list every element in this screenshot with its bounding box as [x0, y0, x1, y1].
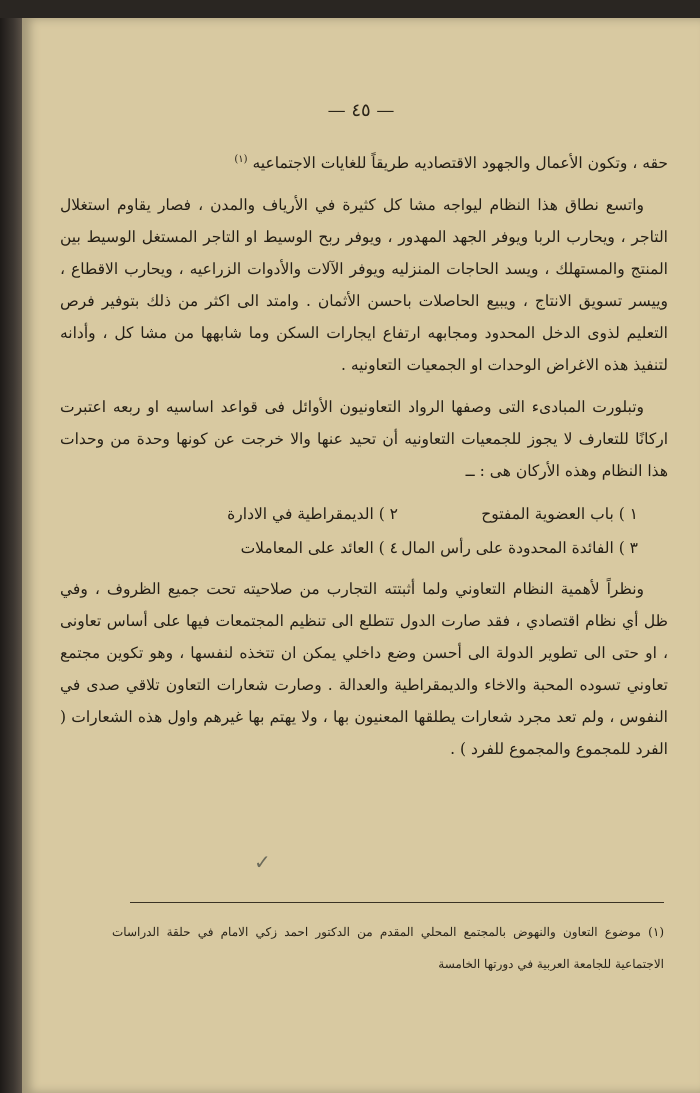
paragraph-2: واتسع نطاق هذا النظام ليواجه مشا كل كثيرة في الأرياف والمدن ، فصار يقاوم استغلال التاجر ، ويحارب الربا ويوفر الجهد المهدور ، ويوفر ربح الوسيط او التاجر المستغل الوسيط بين المنتج والمستهلك ، ويسد الحاجات المنزليه ويوفر الآلات والأدوات الزراعيه ، ويحارب الاقطاع ، وييسر تسويق الانتاج ، ويبيع الحاصلات باحسن الأثمان . وامتد الى اكثر من ذلك بتوفير فرص التعليم لذوى الدخل المحدود ومجابهه ارتفاع ايجارات السكن وما شابهها من مشا كل ، وأدانه لتنفيذ هذه الاغراض الوحدات او الجمعيات التعاونيه . — [60, 196, 668, 375]
document-page — [22, 18, 700, 1093]
cooperative-pillars-list — [60, 497, 668, 565]
footnote-reference: (١) — [234, 154, 248, 165]
pillar-item: ٣ ) الفائدة المحدودة على رأس المال — [401, 539, 638, 558]
footnote-divider — [130, 902, 664, 903]
pillars-row-2 — [60, 531, 668, 565]
main-text — [60, 144, 668, 775]
paragraph-4: ونظراً لأهمية النظام التعاوني ولما أثبتته التجارب من صلاحيته تحت جميع الظروف ، وفي ظل أي نظام اقتصادي ، فقد صارت الدول تتطلع الى تنظيم المجتمعات فيها على أساس تعاونى ، او حتى الى تطوير الدولة الى أحسن وضع داخلي يمكن ان تتخذه لنفسها ، وهو تكوين مجتمع تعاوني تسوده المحبة والاخاء والديمقراطية والعدالة . وصارت شعارات التعاون تلاقي صدى في النفوس ، ولم تعد مجرد شعارات يطلقها المعنيون بها ، ولا يهتم بها غيرهم واول هذه الشعارات ( الفرد للمجموع والمجموع للفرد ) . — [60, 580, 668, 759]
book-binding-edge — [0, 18, 22, 1093]
paragraph-3: وتبلورت المبادىء التى وصفها الرواد التعاونيون الأوائل فى قواعد اساسيه او ربعه اعتبرت اركانًا للتعارف لا يجوز للجمعيات التعاونيه أن تحيد عنها والا خرجت عن كونها وحدة من وحدات هذا النظام وهذه الأركان هى : ــ — [60, 398, 668, 481]
footnote: (١) موضوع التعاون والنهوض بالمجتمع المحلي المقدم من الدكتور احمد زكي الامام في حلقة الدراسات الاجتماعية للجامعة العربية في دورتها الخامسة — [112, 925, 664, 971]
pillars-row-1 — [60, 497, 668, 531]
page-number: — ٤٥ — — [327, 100, 395, 121]
paragraph-1 — [60, 144, 668, 179]
pencil-check-mark-icon: ✓ — [254, 850, 271, 874]
pillar-item: ١ ) باب العضوية المفتوح — [481, 505, 638, 524]
paragraph-1-text: حقه ، وتكون الأعمال والجهود الاقتصاديه طريقاً للغايات الاجتماعيه — [252, 154, 668, 173]
pillar-item: ٢ ) الديمقراطية في الادارة — [227, 505, 398, 524]
pillar-item: ٤ ) العائد على المعاملات — [240, 539, 398, 558]
